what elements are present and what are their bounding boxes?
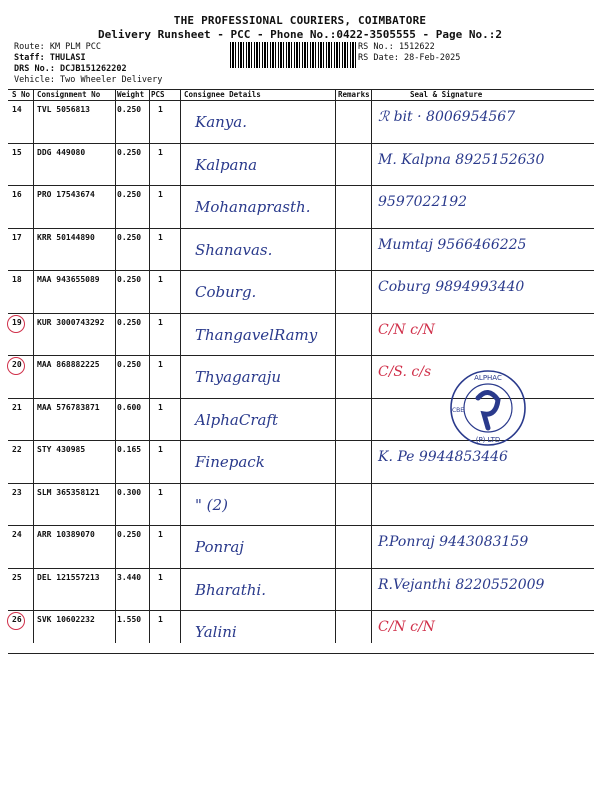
row-pcs: 1 [158, 487, 163, 497]
row-consignee: Finepack [195, 453, 265, 471]
row-signature: 9597022192 [378, 194, 468, 210]
row-consignment-no: TVL 5056813 [37, 105, 90, 114]
col-remarks: Remarks [338, 90, 370, 99]
col-divider [335, 89, 336, 643]
row-sno: 26 [12, 615, 22, 624]
row-pcs: 1 [158, 105, 163, 114]
row-consignment-no: MAA 576783871 [37, 402, 100, 412]
staff-label: Staff: THULASI [14, 53, 86, 63]
row-consignee: Thyagaraju [195, 368, 282, 386]
row-pcs: 1 [158, 615, 163, 624]
row-weight: 0.250 [117, 232, 142, 242]
row-signature: R.Vejanthi 8220552009 [378, 576, 545, 593]
col-divider [180, 89, 181, 643]
row-consignee: Yalini [195, 623, 237, 641]
row-consignee: Mohanaprasth. [195, 198, 311, 216]
row-consignee: ThangavelRamy [195, 325, 318, 344]
col-divider [371, 89, 372, 643]
col-sno: S No [12, 90, 31, 99]
row-consignee: Shanavas. [195, 240, 273, 259]
route-label: Route: KM PLM PCC [14, 42, 101, 52]
row-weight: 0.250 [117, 275, 142, 284]
row-divider [8, 143, 594, 144]
row-pcs: 1 [158, 275, 163, 284]
row-consignment-no: PRO 17543674 [37, 190, 95, 199]
row-pcs: 1 [158, 147, 163, 157]
row-consignee: AlphaCraft [195, 410, 279, 429]
row-signature: C/S. c/s [378, 364, 432, 380]
row-signature: Coburg 9894993440 [378, 279, 525, 295]
row-divider [8, 610, 594, 611]
row-sno: 14 [12, 105, 22, 114]
row-divider [8, 483, 594, 484]
row-consignee: " (2) [195, 495, 228, 514]
row-weight: 3.440 [117, 572, 142, 582]
row-divider [8, 355, 594, 356]
svg-text:CBE: CBE [451, 407, 465, 414]
company-stamp [448, 368, 528, 448]
row-consignee: Coburg. [195, 283, 257, 301]
row-consignment-no: KUR 3000743292 [37, 317, 105, 327]
row-sno: 18 [12, 275, 22, 284]
row-weight: 0.165 [117, 445, 142, 454]
row-pcs: 1 [158, 572, 163, 582]
row-divider [8, 313, 594, 314]
svg-text:(P) LTD: (P) LTD [475, 436, 501, 444]
row-weight: 0.300 [117, 487, 142, 497]
row-divider [8, 228, 594, 229]
row-divider [8, 185, 594, 186]
row-consignment-no: DDG 449080 [37, 147, 86, 157]
row-weight: 0.250 [117, 190, 142, 199]
row-pcs: 1 [158, 190, 163, 199]
row-weight: 0.250 [117, 530, 142, 539]
col-divider [149, 89, 150, 643]
col-divider [33, 89, 34, 643]
row-consignment-no: STY 430985 [37, 445, 86, 454]
row-signature: Mumtaj 9566466225 [378, 236, 527, 253]
runsheet-subtitle: Delivery Runsheet - PCC - Phone No.:0422-3505555 - Page No.:2 [98, 28, 502, 41]
company-title: THE PROFESSIONAL COURIERS, COIMBATORE [173, 14, 427, 27]
row-consignment-no: MAA 943655089 [37, 275, 100, 284]
row-sno: 23 [12, 487, 22, 497]
table-header-border [8, 100, 594, 101]
row-pcs: 1 [158, 360, 163, 369]
row-consignment-no: SVK 10602232 [37, 615, 95, 624]
row-divider [8, 568, 594, 569]
row-signature: ℛ bit · 8006954567 [378, 109, 516, 125]
row-consignment-no: DEL 121557213 [37, 572, 100, 582]
row-signature: K. Pe 9944853446 [378, 449, 508, 465]
row-pcs: 1 [158, 402, 163, 412]
row-sno: 17 [12, 232, 22, 242]
row-consignment-no: ARR 10389070 [37, 530, 95, 539]
row-divider [8, 525, 594, 526]
row-sno: 24 [12, 530, 22, 539]
row-weight: 1.550 [117, 615, 142, 624]
row-highlight-circle [7, 315, 25, 333]
row-consignment-no: SLM 365358121 [37, 487, 100, 497]
row-highlight-circle [7, 357, 25, 375]
row-consignee: Ponraj [195, 538, 244, 556]
row-sno: 19 [12, 317, 22, 327]
row-pcs: 1 [158, 530, 163, 539]
row-weight: 0.250 [117, 360, 142, 369]
row-signature: C/N c/N [378, 321, 435, 338]
col-divider [115, 89, 116, 643]
row-signature: M. Kalpna 8925152630 [378, 151, 545, 168]
row-consignment-no: KRR 50144890 [37, 232, 95, 242]
barcode-image [230, 42, 356, 68]
row-divider [8, 270, 594, 271]
col-consignment: Consignment No [37, 90, 101, 99]
row-sno: 22 [12, 445, 22, 454]
row-divider [8, 653, 594, 654]
row-consignee: Kanya. [195, 113, 247, 131]
col-pcs: PCS [151, 90, 165, 99]
rs-number: RS No.: 1512622 [358, 42, 435, 52]
row-pcs: 1 [158, 317, 163, 327]
row-pcs: 1 [158, 445, 163, 454]
row-sno: 25 [12, 572, 22, 582]
drs-label: DRS No.: DCJB151262202 [14, 64, 127, 74]
row-consignee: Bharathi. [195, 580, 266, 599]
col-weight: Weight [117, 90, 145, 99]
row-signature: C/N c/N [378, 619, 435, 635]
row-weight: 0.250 [117, 147, 142, 157]
row-sno: 20 [12, 360, 22, 369]
row-consignee: Kalpana [195, 155, 258, 174]
row-pcs: 1 [158, 232, 163, 242]
row-signature: P.Ponraj 9443083159 [378, 534, 529, 550]
row-weight: 0.250 [117, 317, 142, 327]
row-sno: 21 [12, 402, 22, 412]
row-sno: 15 [12, 147, 22, 157]
svg-text:ALPHAC: ALPHAC [474, 374, 502, 382]
vehicle-label: Vehicle: Two Wheeler Delivery [14, 75, 163, 85]
row-highlight-circle [7, 612, 25, 630]
col-consignee: Consignee Details [184, 90, 261, 99]
row-weight: 0.600 [117, 402, 142, 412]
col-seal: Seal & Signature [410, 90, 483, 99]
rs-date: RS Date: 28-Feb-2025 [358, 53, 461, 63]
row-weight: 0.250 [117, 105, 142, 114]
row-consignment-no: MAA 868882225 [37, 360, 100, 369]
row-sno: 16 [12, 190, 22, 199]
